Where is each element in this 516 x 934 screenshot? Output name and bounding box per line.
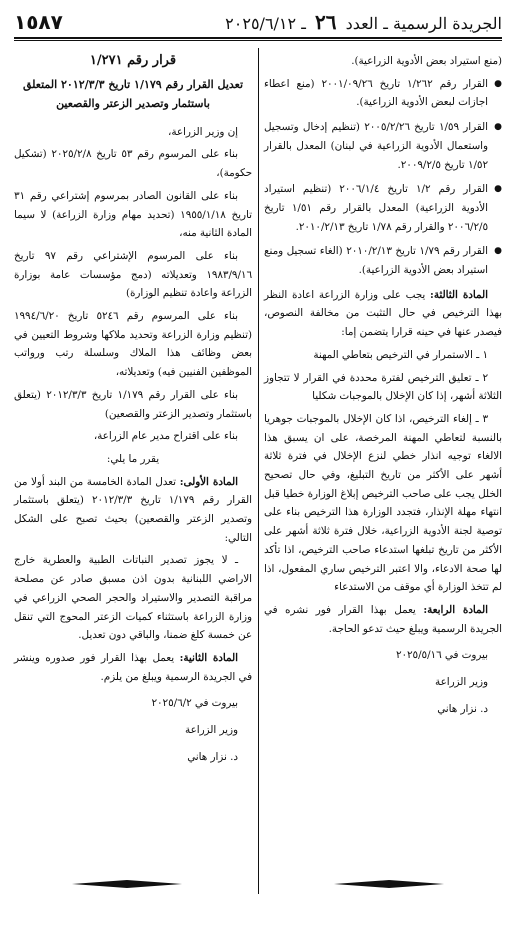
- article-4-label: المادة الرابعة:: [423, 603, 488, 616]
- article-1-text: تعدل المادة الخامسة من البند أولا من القرار رقم ١/١٧٩ تاريخ ٢٠١٢/٣/٣ (يتعلق باستثمار وتصدير الزعتر والقصعين) بحيث تصبح على الشكل التالي:: [14, 475, 252, 544]
- left-column: [14, 52, 252, 771]
- intro-text: (منع استيراد بعض الأدوية الزراعية).: [351, 55, 502, 67]
- preamble-6: بناء على القرار رقم ١/١٧٩ تاريخ ٢٠١٢/٣/٣ (يتعلق باستثمار وتصدير الزعتر والقصعين): [14, 388, 252, 420]
- place-date: بيروت في ٢٠٢٥/٥/١٦: [395, 649, 488, 662]
- section-end-ornament: [72, 880, 182, 888]
- issue-number: ٢٦: [314, 10, 337, 34]
- bullet-item: ● القرار ١/٥٩ تاريخ ٢٠٠٥/٢/٢٦ (تنظيم إدخال وتسجيل واستعمال الأدوية الزراعية في لبنان) المعدل بالقرار ١/٥٢ تاريخ ٢٠٠٩/٢/٥.: [264, 118, 502, 174]
- article-2: [14, 649, 252, 686]
- decides: يقرر ما يلي:: [106, 452, 160, 465]
- preamble-7: بناء على اقتراح مدير عام الزراعة،: [93, 430, 238, 443]
- preamble-2: بناء على المرسوم رقم ٥٣ تاريخ ٢٠٢٥/٢/٨ (تشكيل حكومة)،: [14, 148, 252, 180]
- column-divider: [258, 48, 259, 894]
- header-rule-thin: [14, 40, 502, 41]
- article-3-label: المادة الثالثة:: [430, 288, 488, 301]
- decision-title: قرار رقم ١/٢٧١: [89, 53, 177, 68]
- page-header: [14, 8, 502, 34]
- minister-name: د. نزار هاني: [437, 702, 488, 715]
- issue-date: ـ ٢٠٢٥/٦/١٢: [225, 14, 306, 33]
- article-3-item-1: ١ ـ الاستمرار في الترخيص بتعاطي المهنة: [313, 348, 488, 361]
- preamble-3: بناء على القانون الصادر بمرسوم إشتراعي رقم ٣١ تاريخ ١٩٥٥/١/١٨ (تحديد مهام وزارة الزراعة) لا سيما المادة الثانية منه،: [14, 189, 253, 240]
- place-date: بيروت في ٢٠٢٥/٦/٢: [151, 697, 238, 710]
- minister-title: وزير الزراعة: [435, 676, 488, 689]
- preamble-4: بناء على المرسوم الإشتراعي رقم ٩٧ تاريخ ١٩٨٣/٩/١٦ وتعديلاته (دمج مؤسسات عامة بوزارة الزراعة واعادة تنظيم الوزارة): [14, 249, 252, 300]
- bullet-item: ● القرار رقم ١/٢ تاريخ ٢٠٠٦/١/٤ (تنظيم استيراد الأدوية الزراعية) المعدل بالقرار رقم ١/٥١ تاريخ ٢٠٠٦/٢/٥ والقرار رقم ١/٧٨ تاريخ ٢٠١٠/٢/١٣.: [264, 180, 502, 236]
- right-column: [264, 52, 502, 723]
- article-4-text: يعمل بهذا القرار فور نشره في الجريدة الرسمية ويبلغ حيث تدعو الحاجة.: [264, 603, 502, 635]
- article-3-item-3: ٣ ـ إلغاء الترخيص، اذا كان الإخلال بالموجبات جوهريا بالنسبة لتعاطي المهنة المرخصة، على ان يسبق هذا الالغاء توجيه انذار خطي لنزع الإخلال في فترة ثلاثة أشهر على الأكثر من تاريخ التبليغ، وفي حال تصحيح الخلل يجب على صاحب الترخيص إبلاغ الوزارة خطيا قبل انتهاء مهلة الإنذار، فتجدد الوزارة هذا الترخيص بناء على توصية لجنة الأدوية الزراعية، خلال فترة ثلاثة أشهر على الأكثر من تاريخ تبلغها استدعاء صاحب الترخيص، اذا تأكد لها صحة الادعاء، والا اعتبر الترخيص ساري المفعول، اذا لم تتخذ الوزارة أي موقف من الاستدعاء: [264, 412, 502, 594]
- decision-subtitle: تعديل القرار رقم ١/١٧٩ تاريخ ٢٠١٢/٣/٣ المتعلق باستثمار وتصدير الزعتر والقصعين: [22, 77, 244, 110]
- preamble-1: إن وزير الزراعة،: [168, 125, 238, 138]
- article-4: [264, 601, 502, 638]
- article-1-label: المادة الأولى:: [179, 475, 238, 488]
- gazette-name: الجريدة الرسمية ـ العدد: [345, 14, 502, 33]
- page-number: ١٥٨٧: [14, 10, 63, 34]
- article-1: [14, 473, 252, 548]
- article-2-text: يعمل بهذا القرار فور صدوره وينشر في الجريدة الرسمية ويبلغ من يلزم.: [14, 651, 252, 683]
- article-3-item-2: ٢ ـ تعليق الترخيص لفترة محددة في القرار لا تتجاوز الثلاثة أشهر، إذا كان الإخلال بالموجبات شكليا: [264, 371, 502, 403]
- preamble-5: بناء على المرسوم رقم ٥٢٤٦ تاريخ ١٩٩٤/٦/٢٠ (تنظيم وزارة الزراعة وتحديد ملاكها وشروط التعيين في بعض وظائف هذا الملاك وسلسلة رتب ورواتب الموظفين الفنيين فيه) وتعديلاته،: [14, 310, 252, 379]
- article-2-label: المادة الثانية:: [179, 651, 238, 664]
- article-3-text: يجب على وزارة الزراعة اعادة النظر بهذا الترخيص في حال التثبت من مخالفة النصوص، فيصدر عنها في حينه قرارا يتضمن إما:: [264, 288, 502, 339]
- article-1-quote: ـ لا يجوز تصدير النباتات الطبية والعطرية خارج الاراضي اللبنانية بدون اذن مسبق صادر عن مصلحة مراقبة التصدير والاستيراد والحجر الصحي الزراعي في وزارة الزراعة باستثناء كميات الزعتر المحوج التي تنقل عن خمسة كلغ ضمنا، والباقي دون تعديل.: [14, 554, 252, 642]
- header-rule: [14, 37, 502, 39]
- section-end-ornament: [334, 880, 444, 888]
- minister-name: د. نزار هاني: [187, 750, 238, 763]
- bullet-item: ● القرار رقم ١/٢٦٢ تاريخ ٢٠٠١/٠٩/٢٦ (منع اعطاء اجازات لبعض الأدوية الزراعية).: [264, 75, 502, 112]
- article-3: [264, 286, 502, 342]
- header-title: [225, 10, 502, 34]
- minister-title: وزير الزراعة: [185, 724, 238, 737]
- bullet-item: ● القرار رقم ١/٧٩ تاريخ ٢٠١٠/٢/١٣ (الغاء تسجيل ومنع استيراد بعض الأدوية الزراعية).: [264, 242, 502, 279]
